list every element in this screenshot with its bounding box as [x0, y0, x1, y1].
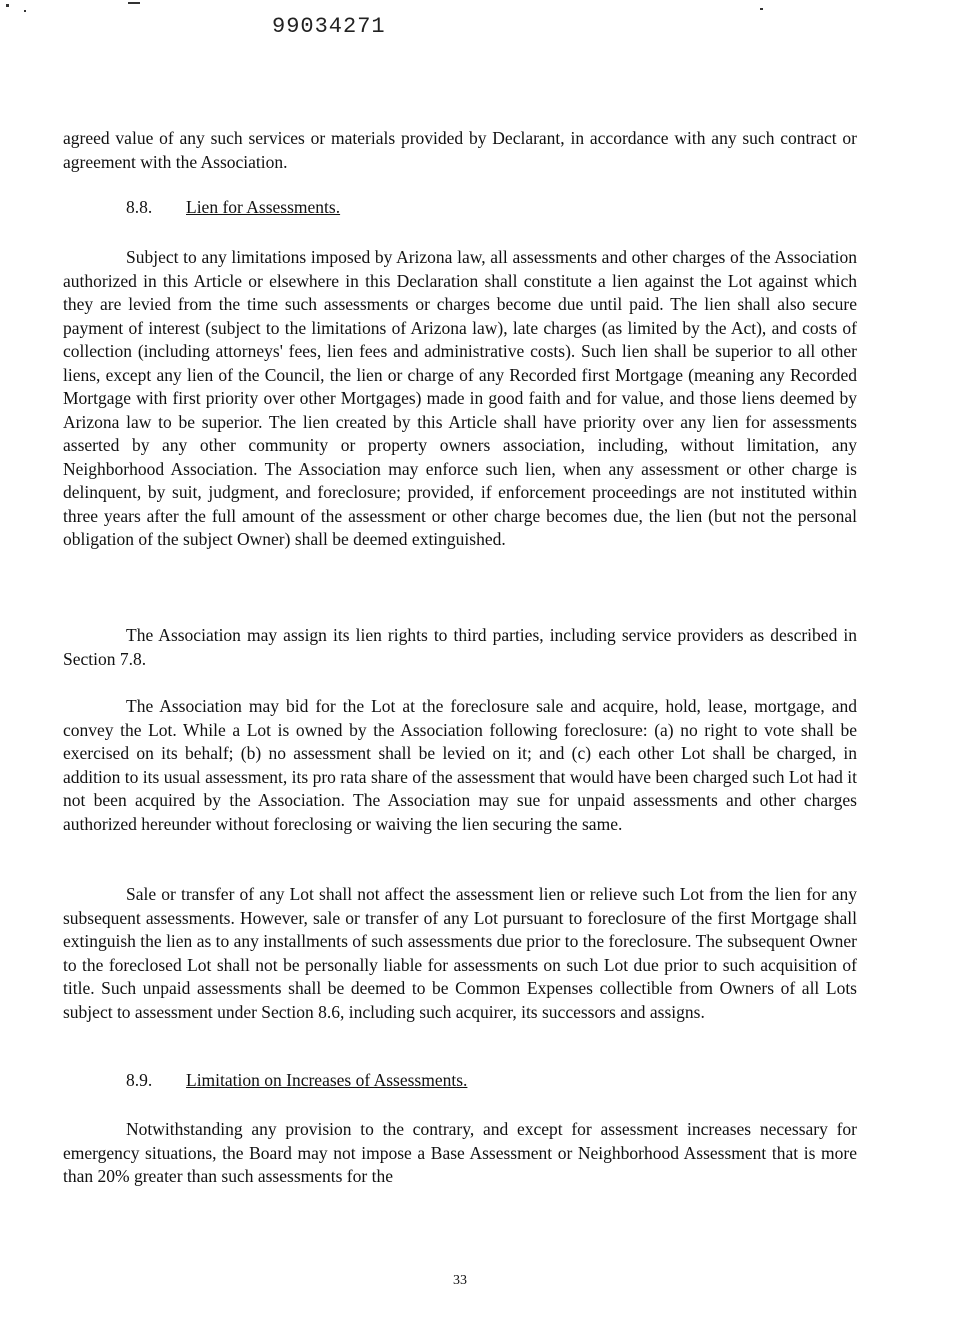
- scan-speck: [760, 8, 763, 10]
- paragraph-limitation: Notwithstanding any provision to the contrary, and except for assessment increases necessary for emergency situations, the Board may not impose a Base Assessment or Neighborhood Assessment that is more than 20% greater than such assessments for the: [63, 1119, 857, 1186]
- paragraph-sale-transfer: Sale or transfer of any Lot shall not affect the assessment lien or relieve such Lot from the lien for any subsequent assessments. However, sale or transfer of any Lot pursuant to foreclosure of the first Mortgage shall extinguish the lien as to any installments of such assessments due prior to the foreclosure. The subsequent Owner to the foreclosed Lot shall not be personally liable for assessments on such Lot due prior to such acquisition of title. Such unpaid assessments shall be deemed to be Common Expenses collectible from Owners of all Lots subject to assessment under Section 8.6, including such acquirer, its successors and assigns.: [63, 884, 857, 1022]
- paragraph-continuation: agreed value of any such services or materials provided by Declarant, in accordance with any such contract or agreement with the Association.: [63, 128, 857, 172]
- page-number: 33: [453, 1273, 467, 1288]
- section-title: Limitation on Increases of Assessments.: [186, 1070, 468, 1090]
- section-title: Lien for Assessments.: [186, 197, 341, 217]
- document-id: 99034271: [272, 14, 386, 39]
- scan-speck: [6, 4, 9, 7]
- scan-speck: [128, 2, 140, 4]
- section-8-9-heading: [126, 1069, 467, 1093]
- section-8-8-heading: [126, 196, 340, 220]
- paragraph-assign-lien: The Association may assign its lien rights to third parties, including service providers as described in Section 7.8.: [63, 625, 857, 669]
- section-number: 8.9.: [126, 1070, 153, 1090]
- paragraph-foreclosure-bid: The Association may bid for the Lot at the foreclosure sale and acquire, hold, lease, mortgage, and convey the Lot. While a Lot is owned by the Association following foreclosure: (a) no right to vote shall be exercised on its behalf; (b) no assessment shall be levied on it; and (c) each other Lot shall be charged, in addition to its usual assessment, its pro rata share of the assessment that would have been charged such Lot had it not been acquired by the Association. The Association may sue for unpaid assessments and other charges authorized hereunder without foreclosing or waiving the lien securing the same.: [63, 696, 857, 834]
- scan-speck: [24, 10, 26, 12]
- section-number: 8.8.: [126, 197, 153, 217]
- paragraph-lien: Subject to any limitations imposed by Arizona law, all assessments and other charges of the Association authorized in this Article or elsewhere in this Declaration shall constitute a lien against the Lot against which they are levied from the time such assessments or charges become due until paid. The lien shall also secure payment of interest (subject to the limitations of Arizona law), late charges (as limited by the Act), and costs of collection (including attorneys' fees, lien fees and administrative costs). Such lien shall be superior to all other liens, except any lien of the Council, the lien or charge of any Recorded first Mortgage (meaning any Recorded Mortgage with first priority over other Mortgages) made in good faith and for value, and those liens deemed by Arizona law to be superior. The lien created by this Article shall have priority over any lien for assessments asserted by any other community or property owners association, including, without limitation, any Neighborhood Association. The Association may enforce such lien, when any assessment or other charge is delinquent, by suit, judgment, and foreclosure; provided, if enforcement proceedings are not instituted within three years after the full amount of the assessment or other charge becomes due, the lien (but not the personal obligation of the subject Owner) shall be deemed extinguished.: [63, 247, 857, 549]
